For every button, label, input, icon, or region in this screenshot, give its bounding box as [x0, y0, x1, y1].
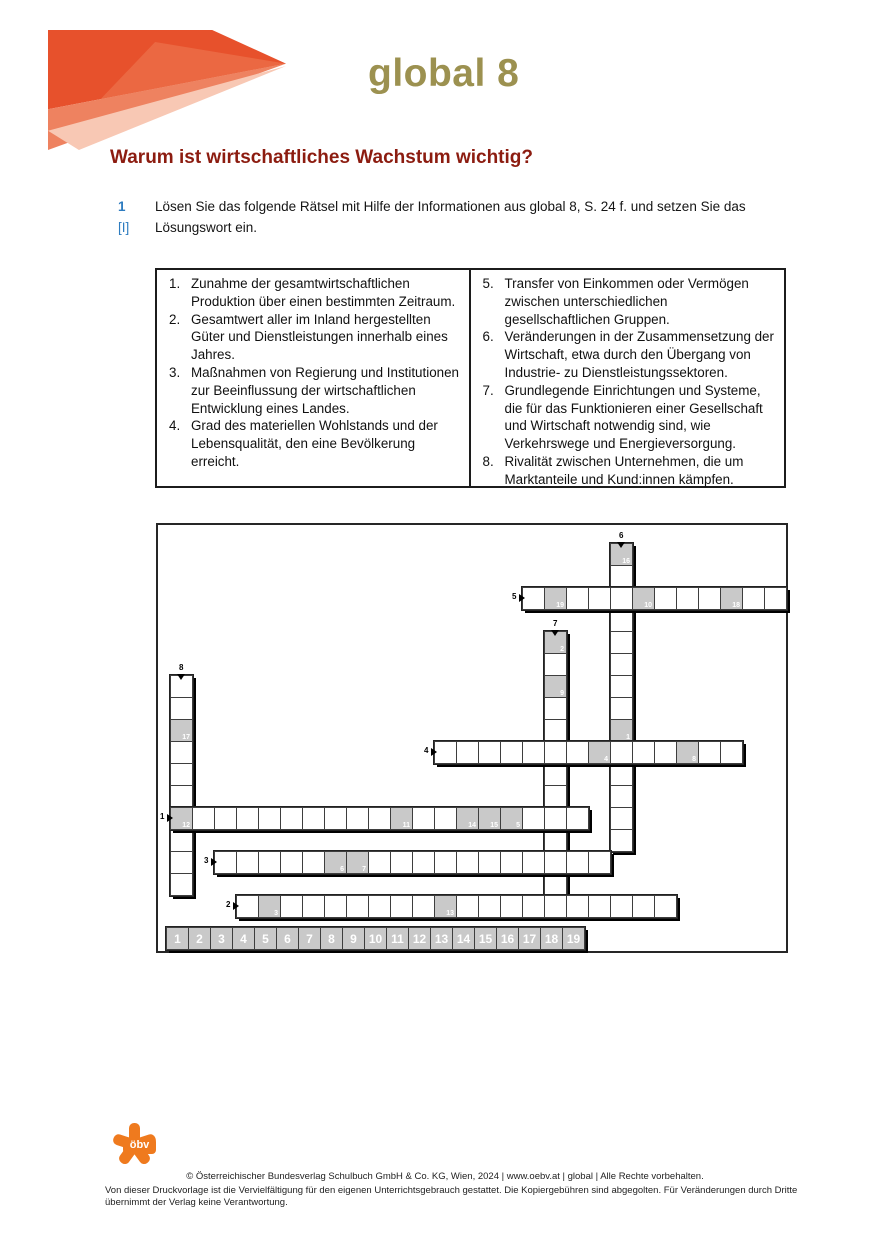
- task-text: Lösen Sie das folgende Rätsel mit Hilfe der Informationen aus global 8, S. 24 f. und setzen Sie das Lösungswort ein.: [155, 199, 746, 235]
- crossword-cell: [192, 807, 215, 830]
- crossword-cell-solution: [170, 807, 193, 830]
- crossword-cell-solution: [324, 851, 347, 874]
- crossword-cell-solution: [544, 587, 567, 610]
- clue-number: 6.: [482, 329, 494, 345]
- solution-strip-cell: [166, 927, 189, 950]
- clue-item: [169, 275, 463, 311]
- solution-letter-number: 8: [692, 756, 696, 763]
- crossword-cell: [566, 741, 589, 764]
- clue-text: Zunahme der gesamtwirtschaftlichen Produktion über einen bestimmten Zeitraum.: [191, 276, 456, 309]
- crossword-grid: [156, 523, 788, 953]
- crossword-cell: [588, 895, 611, 918]
- crossword-cell: [302, 895, 325, 918]
- clue-start-label: 3: [204, 856, 209, 865]
- crossword-word-7: [544, 619, 567, 918]
- solution-word-strip: [166, 927, 585, 950]
- crossword-cell: [654, 741, 677, 764]
- solution-strip-cell: [188, 927, 211, 950]
- crossword-cell: [720, 741, 743, 764]
- solution-strip-number: 10: [368, 932, 383, 946]
- solution-strip-number: 2: [196, 932, 203, 946]
- solution-letter-number: 17: [182, 734, 190, 741]
- clues-right-column: [471, 270, 785, 486]
- crossword-cell: [412, 895, 435, 918]
- solution-letter-number: 15: [490, 822, 498, 829]
- task-operator-tag: [I]: [118, 220, 130, 235]
- clue-text: Grundlegende Einrichtungen und Systeme, die für das Funktionieren einer Gesellschaft und Wirtschaft notwendig sind, wie Verkehrswege und Energieversorgung.: [504, 382, 763, 452]
- solution-strip-cell: [452, 927, 475, 950]
- crossword-cell-solution: [390, 807, 413, 830]
- solution-strip-number: 7: [306, 932, 313, 946]
- crossword-cell: [478, 851, 501, 874]
- crossword-word-1: [160, 807, 589, 830]
- crossword-cell: [610, 653, 633, 676]
- solution-strip-cell: [474, 927, 497, 950]
- crossword-cell: [456, 741, 479, 764]
- usage-note: Von dieser Druckvorlage ist die Vervielfältigung für den eigenen Unterrichtsgebrauch gestattet. Die Kopiergebühren sind abgegolten. Für Veränderungen durch Dritte übernimmt der Verlag keine Verantwortung.: [105, 1185, 798, 1208]
- arrow-down-icon: [177, 674, 185, 680]
- crossword-cell: [698, 587, 721, 610]
- publisher-corner-graphic: [48, 30, 286, 150]
- solution-strip-number: 12: [412, 932, 427, 946]
- copyright-line: © Österreichischer Bundesverlag Schulbuch GmbH & Co. KG, Wien, 2024 | www.oebv.at | global | Alle Rechte vorbehalten.: [186, 1171, 704, 1182]
- crossword-cell: [544, 763, 567, 786]
- crossword-cell-solution: [170, 719, 193, 742]
- crossword-cell: [544, 829, 567, 852]
- solution-strip-number: 3: [218, 932, 225, 946]
- crossword-cell: [500, 741, 523, 764]
- crossword-cell: [544, 851, 567, 874]
- crossword-cell: [544, 785, 567, 808]
- solution-strip-cell: [364, 927, 387, 950]
- crossword-cell: [170, 785, 193, 808]
- arrow-down-icon: [551, 630, 559, 636]
- crossword-cell: [324, 895, 347, 918]
- clue-start-label: 5: [512, 592, 517, 601]
- crossword-cell: [566, 851, 589, 874]
- solution-strip-cell: [320, 927, 343, 950]
- clue-start-label: 7: [553, 619, 558, 628]
- clue-start-label: 6: [619, 531, 624, 540]
- solution-strip-number: 14: [456, 932, 471, 946]
- solution-letter-number: 7: [362, 866, 366, 873]
- clues-left-column: [157, 270, 471, 486]
- clue-start-label: 4: [424, 746, 429, 755]
- clue-text: Maßnahmen von Regierung und Institutionen zur Beeinflussung der wirtschaftlichen Entwicklung eines Landes.: [191, 364, 459, 416]
- solution-strip-cell: [430, 927, 453, 950]
- arrow-down-icon: [617, 542, 625, 548]
- crossword-cell: [522, 851, 545, 874]
- crossword-cell: [632, 895, 655, 918]
- crossword-cell-solution: [588, 741, 611, 764]
- crossword-cell: [170, 763, 193, 786]
- solution-strip-number: 1: [174, 932, 181, 946]
- crossword-cell: [610, 697, 633, 720]
- solution-strip-cell: [540, 927, 563, 950]
- crossword-cell: [610, 675, 633, 698]
- book-title: global 8: [368, 52, 520, 95]
- crossword-cell: [610, 895, 633, 918]
- solution-strip-cell: [496, 927, 519, 950]
- crossword-cell: [302, 807, 325, 830]
- clue-number: 1.: [169, 276, 181, 291]
- clue-text: Gesamtwert aller im Inland hergestellten Güter und Dienstleistungen innerhalb eines Jahres.: [191, 311, 448, 363]
- crossword-cell: [346, 807, 369, 830]
- crossword-cell: [654, 587, 677, 610]
- solution-strip-cell: [232, 927, 255, 950]
- crossword-cell: [368, 895, 391, 918]
- solution-strip-cell: [276, 927, 299, 950]
- crossword-cell: [544, 719, 567, 742]
- clue-item: [169, 364, 463, 417]
- crossword-cell: [478, 895, 501, 918]
- solution-strip-number: 13: [434, 932, 449, 946]
- solution-letter-number: 14: [468, 822, 476, 829]
- crossword-cell: [170, 851, 193, 874]
- crossword-cell: [566, 807, 589, 830]
- crossword-word-4: [424, 741, 743, 764]
- crossword-cell: [610, 807, 633, 830]
- solution-letter-number: 5: [516, 822, 520, 829]
- crossword-cell: [302, 851, 325, 874]
- crossword-cell: [522, 895, 545, 918]
- crossword-cell: [368, 807, 391, 830]
- solution-strip-cell: [298, 927, 321, 950]
- solution-letter-number: 4: [604, 756, 608, 763]
- crossword-cell-solution: [610, 719, 633, 742]
- clue-item: [169, 417, 463, 470]
- crossword-cell: [544, 653, 567, 676]
- solution-strip-number: 17: [522, 932, 537, 946]
- solution-letter-number: 10: [644, 602, 652, 609]
- solution-letter-number: 16: [622, 558, 630, 565]
- clue-item: [483, 328, 779, 381]
- crossword-cell: [434, 741, 457, 764]
- crossword-cell: [412, 807, 435, 830]
- clue-start-label: 2: [226, 900, 231, 909]
- crossword-cell: [610, 565, 633, 588]
- crossword-cell: [522, 807, 545, 830]
- crossword-cell: [610, 741, 633, 764]
- crossword-cell: [654, 895, 677, 918]
- clue-text: Grad des materiellen Wohlstands und der Lebensqualität, den eine Bevölkerung erreicht.: [191, 418, 438, 469]
- crossword-cell: [632, 741, 655, 764]
- crossword-cell: [764, 587, 787, 610]
- solution-strip-number: 6: [284, 932, 291, 946]
- crossword-cell-solution: [478, 807, 501, 830]
- clue-text: Rivalität zwischen Unternehmen, die um Marktanteile und Kund:innen kämpfen.: [504, 453, 744, 487]
- crossword-cell: [258, 851, 281, 874]
- crossword-cell: [544, 807, 567, 830]
- solution-strip-cell: [562, 927, 585, 950]
- crossword-cell: [544, 873, 567, 896]
- crossword-cell: [478, 741, 501, 764]
- crossword-cell: [214, 807, 237, 830]
- solution-letter-number: 18: [732, 602, 740, 609]
- crossword-word-3: [204, 851, 611, 874]
- solution-strip-number: 11: [391, 932, 404, 946]
- crossword-cell: [170, 829, 193, 852]
- arrow-right-icon: [167, 814, 173, 822]
- clue-number: 2.: [169, 311, 181, 327]
- crossword-cell: [434, 807, 457, 830]
- solution-strip-number: 18: [544, 932, 559, 946]
- crossword-cell: [324, 807, 347, 830]
- clue-item: [483, 382, 779, 453]
- crossword-word-2: [226, 895, 677, 918]
- solution-strip-cell: [386, 927, 409, 950]
- clue-number: 5.: [482, 276, 494, 291]
- crossword-cell-solution: [434, 895, 457, 918]
- task-marker-column: [118, 196, 155, 238]
- solution-letter-number: 1: [626, 734, 630, 741]
- solution-letter-number: 2: [560, 646, 564, 653]
- crossword-cell-solution: [720, 587, 743, 610]
- solution-strip-number: 16: [500, 932, 515, 946]
- crossword-cell: [588, 587, 611, 610]
- crossword-cell: [280, 895, 303, 918]
- arrow-right-icon: [519, 594, 525, 602]
- oebv-logo-text: öbv: [123, 1138, 156, 1154]
- crossword-cell: [588, 851, 611, 874]
- clue-number: 4.: [169, 418, 181, 434]
- crossword-cell: [544, 741, 567, 764]
- solution-strip-cell: [254, 927, 277, 950]
- clue-text: Transfer von Einkommen oder Vermögen zwischen unterschiedlichen gesellschaftlichen Gruppen.: [504, 276, 749, 327]
- solution-strip-number: 8: [328, 932, 335, 946]
- crossword-cell: [236, 807, 259, 830]
- crossword-cell: [170, 741, 193, 764]
- crossword-cell-solution: [456, 807, 479, 830]
- clue-start-label: 1: [160, 812, 165, 821]
- solution-strip-number: 19: [566, 932, 581, 946]
- crossword-cell: [610, 609, 633, 632]
- crossword-cell: [610, 785, 633, 808]
- clue-item: [483, 453, 779, 489]
- crossword-cell: [610, 587, 633, 610]
- crossword-cell: [544, 697, 567, 720]
- solution-strip-cell: [342, 927, 365, 950]
- task-number: 1: [118, 199, 126, 214]
- solution-strip-number: 15: [478, 932, 493, 946]
- crossword-cell: [522, 587, 545, 610]
- crossword-cell: [566, 587, 589, 610]
- solution-letter-number: 11: [402, 822, 410, 829]
- crossword-cell: [390, 851, 413, 874]
- crossword-cell: [412, 851, 435, 874]
- solution-letter-number: 13: [446, 910, 454, 917]
- clue-text: Veränderungen in der Zusammensetzung der Wirtschaft, etwa durch den Übergang von Industrie- zu Dienstleistungssektoren.: [504, 329, 774, 380]
- arrow-right-icon: [431, 748, 437, 756]
- clue-start-label: 8: [179, 663, 184, 672]
- solution-letter-number: 19: [556, 602, 564, 609]
- crossword-cell: [368, 851, 391, 874]
- crossword-cell-solution: [346, 851, 369, 874]
- arrow-right-icon: [233, 902, 239, 910]
- crossword-cell: [610, 829, 633, 852]
- crossword-cell: [236, 851, 259, 874]
- crossword-cell: [544, 895, 567, 918]
- solution-letter-number: 6: [340, 866, 344, 873]
- crossword-cell: [258, 807, 281, 830]
- crossword-cell: [170, 697, 193, 720]
- crossword-cell-solution: [676, 741, 699, 764]
- crossword-cell: [236, 895, 259, 918]
- page-title: Warum ist wirtschaftliches Wachstum wichtig?: [110, 147, 533, 168]
- clue-item: [483, 275, 779, 328]
- clue-item: [169, 311, 463, 364]
- crossword-cell: [522, 741, 545, 764]
- crossword-cell: [456, 895, 479, 918]
- crossword-cell: [500, 851, 523, 874]
- oebv-logo: [110, 1122, 160, 1172]
- crossword-cell: [390, 895, 413, 918]
- solution-letter-number: 12: [182, 822, 190, 829]
- solution-strip-number: 4: [240, 932, 247, 946]
- crossword-word-8: [170, 663, 193, 896]
- crossword-cell-solution: [500, 807, 523, 830]
- clue-number: 8.: [482, 453, 494, 469]
- solution-strip-cell: [210, 927, 233, 950]
- crossword-cell: [676, 587, 699, 610]
- crossword-cell: [742, 587, 765, 610]
- crossword-cell-solution: [544, 675, 567, 698]
- crossword-cell: [280, 851, 303, 874]
- crossword-word-5: [512, 587, 787, 610]
- solution-letter-number: 9: [560, 690, 564, 697]
- clue-number: 7.: [482, 382, 494, 398]
- clue-number: 3.: [169, 364, 181, 380]
- solution-strip-cell: [518, 927, 541, 950]
- solution-letter-number: 3: [274, 910, 278, 917]
- solution-strip-cell: [408, 927, 431, 950]
- crossword-cell: [698, 741, 721, 764]
- crossword-cell: [500, 895, 523, 918]
- crossword-cell: [610, 631, 633, 654]
- crossword-cell: [610, 763, 633, 786]
- arrow-right-icon: [211, 858, 217, 866]
- clue-box: [155, 268, 786, 488]
- crossword-cell: [434, 851, 457, 874]
- solution-strip-number: 5: [262, 932, 269, 946]
- crossword-cell: [346, 895, 369, 918]
- task-instruction: [118, 196, 763, 238]
- crossword-cell: [214, 851, 237, 874]
- crossword-cell: [456, 851, 479, 874]
- crossword-cell: [170, 873, 193, 896]
- crossword-cell: [280, 807, 303, 830]
- crossword-cell: [566, 895, 589, 918]
- crossword-cell-solution: [258, 895, 281, 918]
- solution-strip-number: 9: [350, 932, 357, 946]
- crossword-cell-solution: [632, 587, 655, 610]
